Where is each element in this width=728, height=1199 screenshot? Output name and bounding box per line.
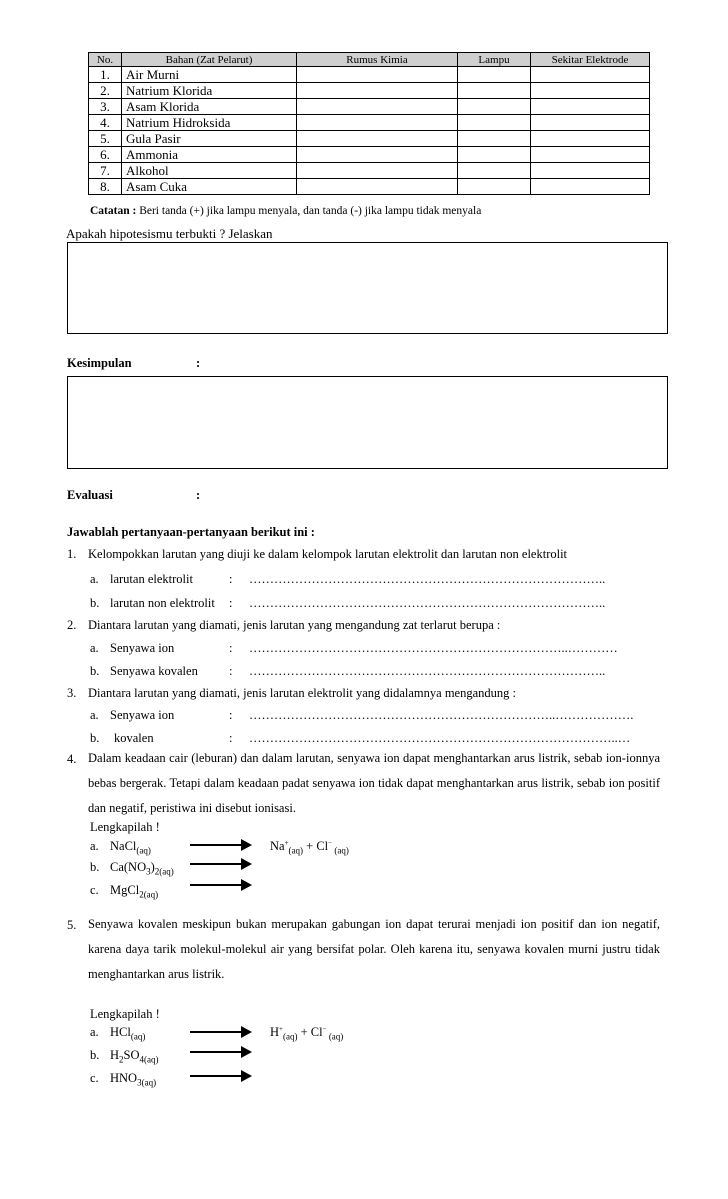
row-bahan: Natrium Klorida <box>122 83 297 99</box>
q5-b-answer[interactable] <box>260 1043 380 1063</box>
hypothesis-answer-box[interactable] <box>67 242 668 334</box>
evaluasi-label: Evaluasi <box>67 488 113 502</box>
row-no: 4. <box>89 115 122 131</box>
q3-b-colon: : <box>229 731 233 745</box>
lampu-cell[interactable] <box>458 115 531 131</box>
q4-c-letter: c. <box>90 883 99 897</box>
q3-a-answer[interactable]: ………………………………………………………………..………………. <box>249 708 634 722</box>
q3-a-colon: : <box>229 708 233 722</box>
rumus-cell[interactable] <box>297 115 458 131</box>
row-bahan: Natrium Hidroksida <box>122 115 297 131</box>
elektrode-cell[interactable] <box>531 179 650 195</box>
lampu-cell[interactable] <box>458 131 531 147</box>
row-bahan: Gula Pasir <box>122 131 297 147</box>
table-row <box>89 99 650 115</box>
q1-number: 1. <box>67 547 77 561</box>
elektrode-cell[interactable] <box>531 115 650 131</box>
col-header-lampu: Lampu <box>458 53 531 67</box>
q1-a-letter: a. <box>90 572 99 586</box>
q1-b-colon: : <box>229 596 233 610</box>
table-row <box>89 83 650 99</box>
row-bahan: Alkohol <box>122 163 297 179</box>
table-row <box>89 163 650 179</box>
observation-table <box>88 52 650 195</box>
row-no: 8. <box>89 179 122 195</box>
instruction: Jawablah pertanyaan-pertanyaan berikut ini : <box>67 525 315 539</box>
q3-a-label: Senyawa ion <box>110 708 175 722</box>
table-row <box>89 147 650 163</box>
q2-text: Diantara larutan yang diamati, jenis larutan yang mengandung zat terlarut berupa : <box>88 618 501 632</box>
q4-b-answer[interactable] <box>260 855 380 875</box>
row-no: 7. <box>89 163 122 179</box>
row-no: 6. <box>89 147 122 163</box>
q3-b-letter: b. <box>90 731 100 745</box>
row-no: 5. <box>89 131 122 147</box>
table-header-row <box>89 53 650 67</box>
q1-b-letter: b. <box>90 596 100 610</box>
rumus-cell[interactable] <box>297 163 458 179</box>
q1-a-answer[interactable]: ………………………………………………………………………….. <box>249 572 606 586</box>
lampu-cell[interactable] <box>458 163 531 179</box>
row-bahan: Asam Cuka <box>122 179 297 195</box>
q2-a-colon: : <box>229 641 233 655</box>
lampu-cell[interactable] <box>458 147 531 163</box>
q2-b-colon: : <box>229 664 233 678</box>
q4-c-arrow <box>190 884 250 886</box>
col-header-elektrode: Sekitar Elektrode <box>531 53 650 67</box>
q1-text: Kelompokkan larutan yang diuji ke dalam kelompok larutan elektrolit dan larutan non elektrolit <box>88 547 568 561</box>
q5-b-reactant: $H_2SO_{4(aq)}$ <box>110 1048 159 1065</box>
q4-c-answer[interactable] <box>260 876 380 896</box>
lampu-cell[interactable] <box>458 83 531 99</box>
table-row <box>89 131 650 147</box>
row-bahan: Asam Klorida <box>122 99 297 115</box>
q4-lengkapilah: Lengkapilah ! <box>90 820 160 834</box>
q4-a-letter: a. <box>90 839 99 853</box>
q4-a-product: $Na^+_{(aq)} + Cl^-$ $_{(aq)}$ <box>270 839 349 856</box>
q5-c-answer[interactable] <box>260 1067 380 1087</box>
row-no: 2. <box>89 83 122 99</box>
q3-number: 3. <box>67 686 77 700</box>
q4-a-reactant: NaCl$_{(aq)}$ <box>110 839 151 856</box>
note-label: Catatan : <box>90 205 137 217</box>
q1-a-colon: : <box>229 572 233 586</box>
q1-b-label: larutan non elektrolit <box>110 596 215 610</box>
elektrode-cell[interactable] <box>531 83 650 99</box>
q2-b-answer[interactable]: ………………………………………………………………………….. <box>249 664 606 678</box>
q3-b-label: kovalen <box>114 731 154 745</box>
note-text: Beri tanda (+) jika lampu menyala, dan tanda (-) jika lampu tidak menyala <box>136 205 482 217</box>
q5-number: 5. <box>67 918 77 932</box>
q5-c-arrow <box>190 1075 250 1077</box>
table-row <box>89 179 650 195</box>
col-header-no: No. <box>89 53 122 67</box>
table-row <box>89 67 650 83</box>
q5-a-letter: a. <box>90 1025 99 1039</box>
rumus-cell[interactable] <box>297 147 458 163</box>
q2-number: 2. <box>67 618 77 632</box>
q2-a-letter: a. <box>90 641 99 655</box>
kesimpulan-colon: : <box>196 356 201 370</box>
rumus-cell[interactable] <box>297 67 458 83</box>
row-bahan: Air Murni <box>122 67 297 83</box>
elektrode-cell[interactable] <box>531 163 650 179</box>
q3-b-answer[interactable]: ……………………………………………………………………………..… <box>249 731 631 745</box>
q4-text: Dalam keadaan cair (leburan) dan dalam larutan, senyawa ion dapat menghantarkan arus listrik, sebab ion-ionnya bebas bergerak. Tetapi dalam keadaan padat senyawa ion tidak dapat menghantarkan arus listrik, sebab ion positif dan negatif, peristiwa ini disebut ionisasi. <box>88 751 660 815</box>
q5-c-reactant: $HNO_{3(aq)}$ <box>110 1071 157 1088</box>
elektrode-cell[interactable] <box>531 67 650 83</box>
rumus-cell[interactable] <box>297 83 458 99</box>
q2-a-answer[interactable]: …………………………………………………………………..………… <box>249 641 618 655</box>
q3-text: Diantara larutan yang diamati, jenis larutan elektrolit yang didalamnya mengandung : <box>88 686 516 700</box>
q2-b-letter: b. <box>90 664 100 678</box>
q4-b-letter: b. <box>90 860 100 874</box>
q4-a-arrow <box>190 844 250 846</box>
q5-b-arrow <box>190 1051 250 1053</box>
elektrode-cell[interactable] <box>531 131 650 147</box>
q5-text: Senyawa kovalen meskipun bukan merupakan gabungan ion dapat terurai menjadi ion positif dan ion negatif, karena daya tarik molekul-molekul air yang bersifat polar. Oleh karena itu, senyawa kovalen murni justru tidak menghantarkan arus listrik. <box>88 917 660 981</box>
row-bahan: Ammonia <box>122 147 297 163</box>
q4-b-arrow <box>190 863 250 865</box>
hypothesis-question: Apakah hipotesismu terbukti ? Jelaskan <box>66 226 273 241</box>
kesimpulan-label: Kesimpulan <box>67 356 132 370</box>
q1-b-answer[interactable]: ………………………………………………………………………….. <box>249 596 606 610</box>
q5-a-product: $H^+_{(aq)} + Cl^-$ $_{(aq)}$ <box>270 1025 344 1042</box>
table-note <box>90 205 481 217</box>
lampu-cell[interactable] <box>458 67 531 83</box>
evaluasi-colon: : <box>196 488 201 502</box>
elektrode-cell[interactable] <box>531 147 650 163</box>
col-header-rumus: Rumus Kimia <box>297 53 458 67</box>
q3-a-letter: a. <box>90 708 99 722</box>
rumus-cell[interactable] <box>297 179 458 195</box>
q4-number: 4. <box>67 752 77 766</box>
row-no: 3. <box>89 99 122 115</box>
q5-lengkapilah: Lengkapilah ! <box>90 1007 160 1021</box>
rumus-cell[interactable] <box>297 131 458 147</box>
lampu-cell[interactable] <box>458 99 531 115</box>
kesimpulan-answer-box[interactable] <box>67 376 668 469</box>
table-row <box>89 115 650 131</box>
q2-b-label: Senyawa kovalen <box>110 664 198 678</box>
rumus-cell[interactable] <box>297 99 458 115</box>
q2-a-label: Senyawa ion <box>110 641 175 655</box>
q5-a-arrow <box>190 1031 250 1033</box>
q5-c-letter: c. <box>90 1071 99 1085</box>
q5-b-letter: b. <box>90 1048 100 1062</box>
q5-a-reactant: HCl$_{(aq)}$ <box>110 1025 146 1042</box>
lampu-cell[interactable] <box>458 179 531 195</box>
elektrode-cell[interactable] <box>531 99 650 115</box>
q4-c-reactant: MgCl$_{2(aq)}$ <box>110 883 159 900</box>
q4-b-reactant: $Ca(NO_3)_{2(aq)}$ <box>110 860 174 877</box>
row-no: 1. <box>89 67 122 83</box>
col-header-bahan: Bahan (Zat Pelarut) <box>122 53 297 67</box>
q1-a-label: larutan elektrolit <box>110 572 193 586</box>
